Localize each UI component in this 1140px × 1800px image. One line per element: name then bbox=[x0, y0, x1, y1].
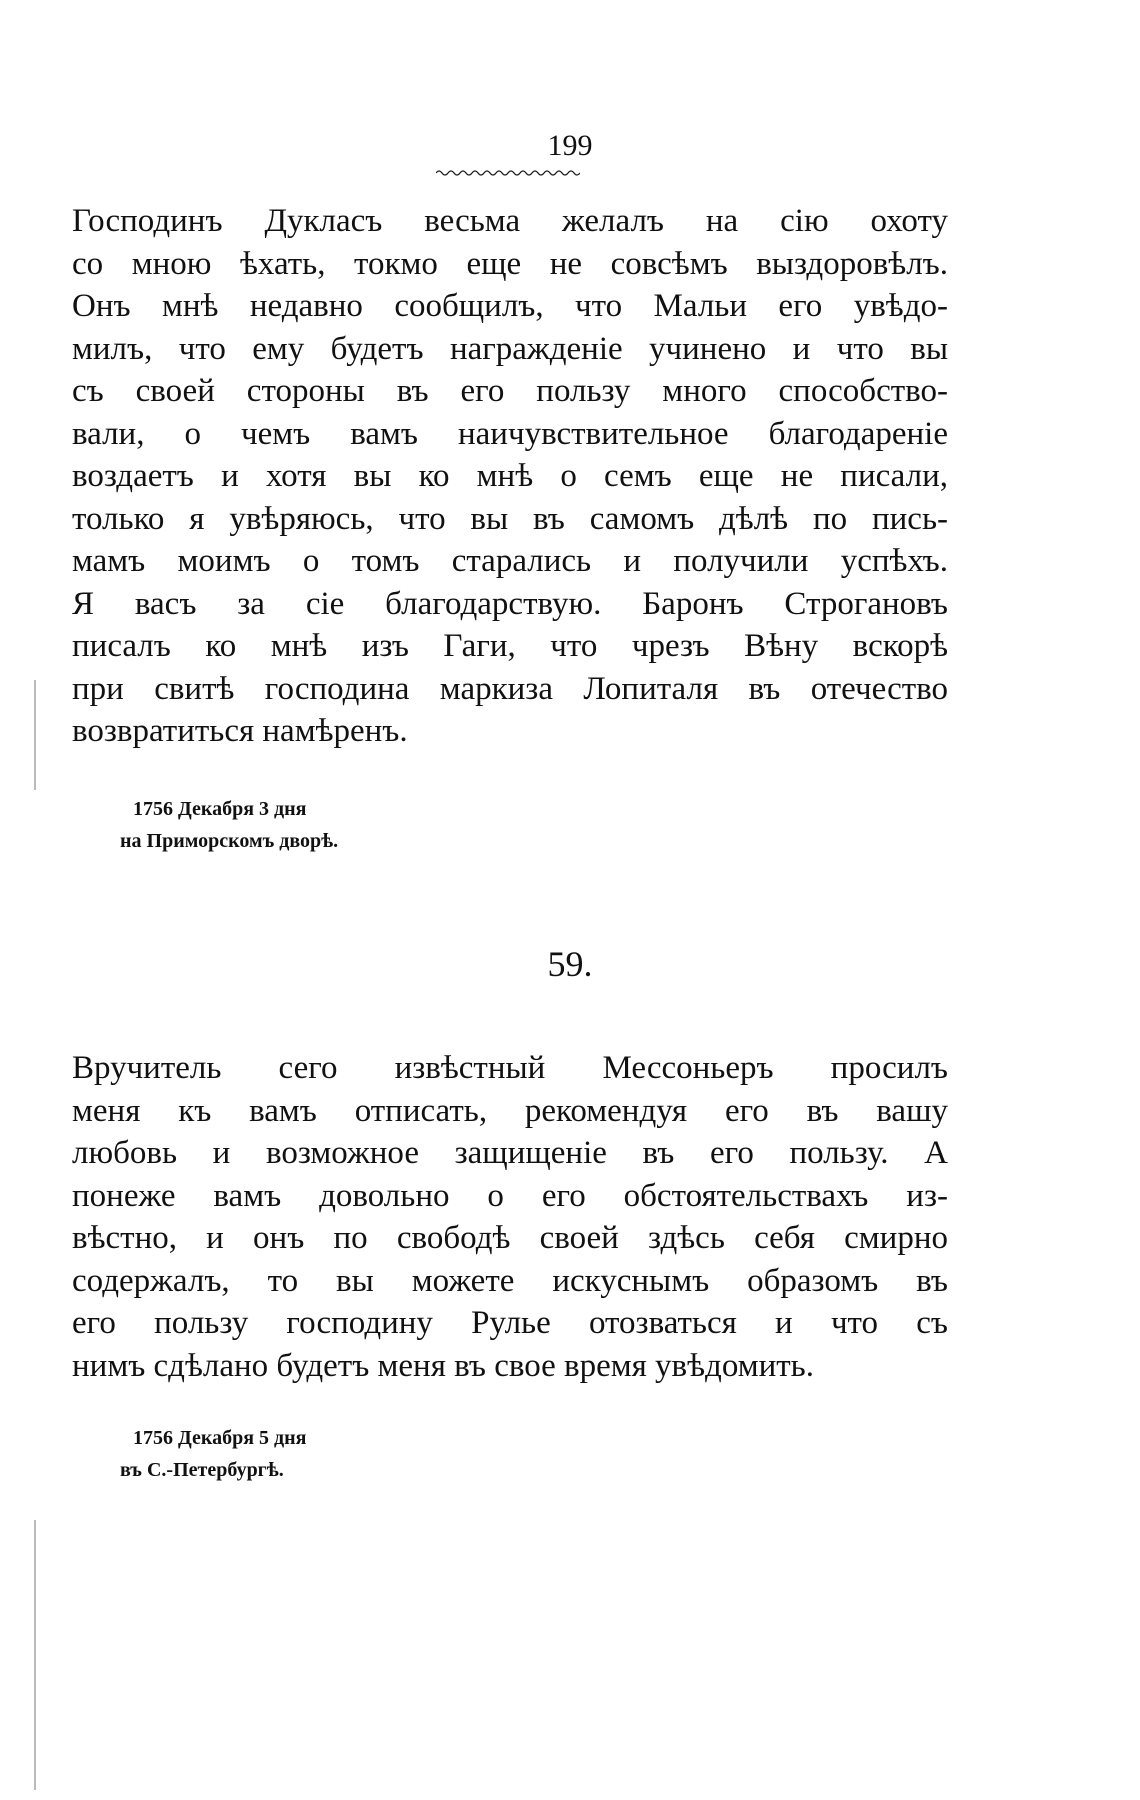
text-line: писалъ ко мнѣ изъ Гаги, что чрезъ Вѣну вскорѣ bbox=[72, 628, 948, 664]
dateline-place: въ С.-Петербургѣ. bbox=[120, 1459, 284, 1481]
text-line: Вручитель сего извѣстный Мессоньеръ просилъ bbox=[72, 1050, 948, 1086]
text-line: вѣстно, и онъ по свободѣ своей здѣсь себя смирно bbox=[72, 1220, 948, 1256]
dateline-date: 1756 Декабря 5 дня bbox=[133, 1427, 307, 1449]
text-line: со мною ѣхать, токмо еще не совсѣмъ выздоровѣлъ. bbox=[72, 245, 948, 282]
letter-body-2 bbox=[72, 1047, 948, 1387]
text-line: при свитѣ господина маркиза Лопиталя въ отечество bbox=[72, 670, 948, 707]
text-line: вали, о чемъ вамъ наичувствительное благодаренiе bbox=[72, 415, 948, 452]
text-line: воздаетъ и хотя вы ко мнѣ о семъ еще не писали, bbox=[72, 458, 948, 494]
page-number: 199 bbox=[547, 129, 593, 162]
text-line: Онъ мнѣ недавно сообщилъ, что Мальи его увѣдо- bbox=[72, 288, 948, 324]
margin-scan-line bbox=[34, 1520, 36, 1790]
dateline-2 bbox=[120, 1422, 307, 1486]
text-line: милъ, что ему будетъ награжденiе учинено и что вы bbox=[72, 330, 948, 367]
text-line: только я увѣряюсь, что вы въ самомъ дѣлѣ по пись- bbox=[72, 500, 948, 537]
text-line: возвратиться намѣренъ. bbox=[72, 713, 408, 749]
text-line: съ своей стороны въ его пользу много способство- bbox=[72, 373, 948, 409]
dateline-place: на Приморскомъ дворѣ. bbox=[120, 830, 339, 852]
margin-scan-line bbox=[34, 680, 36, 790]
text-line: понеже вамъ довольно о его обстоятельствахъ из- bbox=[72, 1177, 948, 1214]
dateline-date: 1756 Декабря 3 дня bbox=[133, 798, 307, 820]
text-line: любовь и возможное защищенiе въ его пользу. А bbox=[72, 1135, 948, 1171]
text-line: нимъ сдѣлано будетъ меня въ свое время увѣдомить. bbox=[72, 1347, 814, 1384]
letter-number: 59. bbox=[547, 944, 593, 984]
text-line: Господинъ Дукласъ весьма желалъ на сiю охоту bbox=[72, 203, 948, 239]
text-line: содержалъ, то вы можете искуснымъ образомъ въ bbox=[72, 1262, 948, 1299]
wavy-rule-ornament bbox=[436, 168, 580, 178]
text-line: его пользу господину Рулье отозваться и что съ bbox=[72, 1305, 948, 1341]
text-line: меня къ вамъ отписать, рекомендуя его въ вашу bbox=[72, 1092, 948, 1129]
dateline-1 bbox=[120, 793, 339, 857]
letter-body-1 bbox=[72, 200, 948, 753]
text-line: мамъ моимъ о томъ старались и получили успѣхъ. bbox=[72, 543, 948, 579]
text-line: Я васъ за сiе благодарствую. Баронъ Строгановъ bbox=[72, 585, 948, 622]
